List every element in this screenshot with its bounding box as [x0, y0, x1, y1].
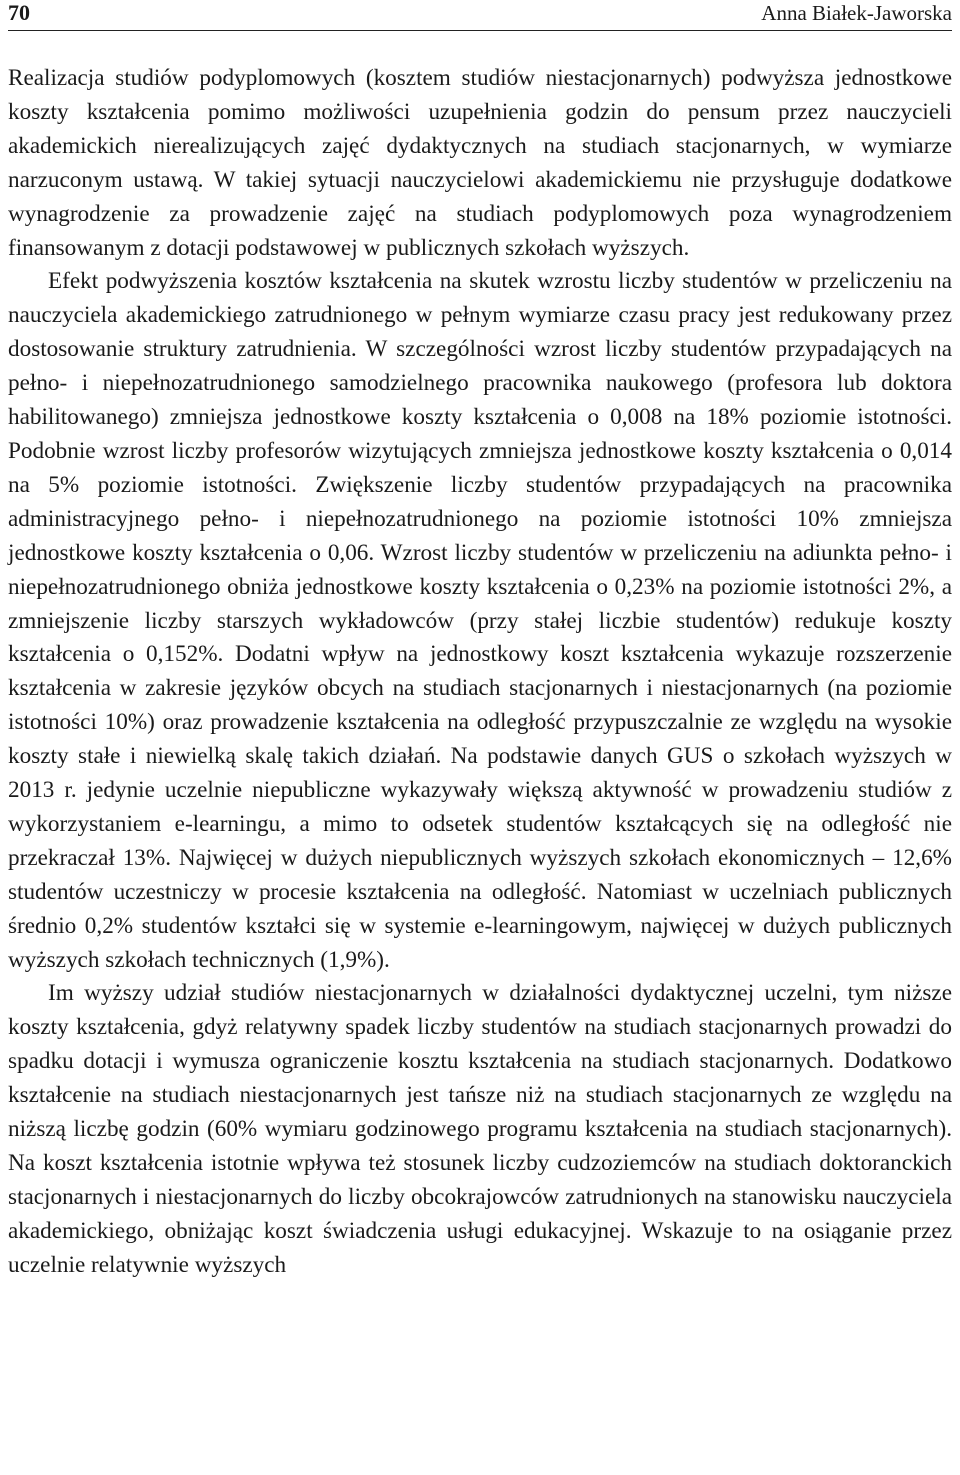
body-text: [8, 62, 952, 1283]
page-header: [8, 0, 952, 31]
paragraph-1: Realizacja studiów podyplomowych (kosztem studiów niestacjonarnych) podwyższa jednostkowe koszty kształcenia pomimo możliwości uzupełnienia godzin do pensum przez nauczycieli akademickich nierealizujących zajęć dydaktycznych na studiach stacjonarnych, w wymiarze narzuconym ustawą. W takiej sytuacji nauczycielowi akademickiemu nie przysługuje dodatkowe wynagrodzenie za prowadzenie zajęć na studiach podyplomowych poza wynagrodzeniem finansowanym z dotacji podstawowej w publicznych szkołach wyższych.: [8, 65, 952, 261]
running-head-author: Anna Białek-Jaworska: [761, 1, 952, 25]
paragraph-3: Im wyższy udział studiów niestacjonarnych w działalności dydaktycznej uczelni, tym niższe koszty kształcenia, gdyż relatywny spadek liczby studentów na studiach stacjonarnych prowadzi do spadku dotacji i wymusza ograniczenie kosztu kształcenia na studiach stacjonarnych. Dodatkowo kształcenie na studiach niestacjonarnych jest tańsze niż na studiach stacjonarnych ze względu na niższą liczbę godzin (60% wymiaru godzinowego programu kształcenia na studiach stacjonarnych). Na koszt kształcenia istotnie wpływa też stosunek liczby cudzoziemców na studiach doktoranckich stacjonarnych i niestacjonarnych do liczby obcokrajowców zatrudnionych na stanowisku nauczyciela akademickiego, obniżając koszt świadczenia usługi edukacyjnej. Wskazuje to na osiąganie przez uczelnie relatywnie wyższych: [8, 980, 952, 1278]
paragraph-2: Efekt podwyższenia kosztów kształcenia na skutek wzrostu liczby studentów w przeliczeniu na nauczyciela akademickiego zatrudnionego w pełnym wymiarze czasu pracy jest redukowany przez dostosowanie struktury zatrudnienia. W szczególności wzrost liczby studentów przypadających na pełno- i niepełnozatrudnionego samodzielnego pracownika naukowego (profesora lub doktora habilitowanego) zmniejsza jednostkowe koszty kształcenia o 0,008 na 18% poziomie istotności. Podobnie wzrost liczby profesorów wizytujących zmniejsza jednostkowe koszty kształcenia o 0,014 na 5% poziomie istotności. Zwiększenie liczby studentów przypadających na pracownika administracyjnego pełno- i niepełnozatrudnionego na poziomie istotności 10% zmniejsza jednostkowe koszty kształcenia o 0,06. Wzrost liczby studentów w przeliczeniu na adiunkta pełno- i niepełnozatrudnionego obniża jednostkowe koszty kształcenia o 0,23% na poziomie istotności 2%, a zmniejszenie liczby starszych wykładowców (przy stałej liczbie studentów) redukuje koszty kształcenia o 0,152%. Dodatni wpływ na jednostkowy koszt kształcenia wykazuje rozszerzenie kształcenia w zakresie języków obcych na studiach stacjonarnych i niestacjonarnych (na poziomie istotności 10%) oraz prowadzenie kształcenia na odległość przypuszczalnie ze względu na wysokie koszty stałe i niewielką skalę takich działań. Na podstawie danych GUS o szkołach wyższych w 2013 r. jedynie uczelnie niepubliczne wykazywały większą aktywność w prowadzeniu studiów z wykorzystaniem e-learningu, a mimo to odsetek studentów kształcących się na odległość nie przekraczał 13%. Najwięcej w dużych niepublicznych wyższych szkołach ekonomicznych – 12,6% studentów uczestniczy w procesie kształcenia na odległość. Natomiast w uczelniach publicznych średnio 0,2% studentów kształci się w systemie e-learningowym, najwięcej w dużych publicznych wyższych szkołach technicznych (1,9%).: [8, 268, 952, 973]
page-number: 70: [8, 0, 30, 25]
